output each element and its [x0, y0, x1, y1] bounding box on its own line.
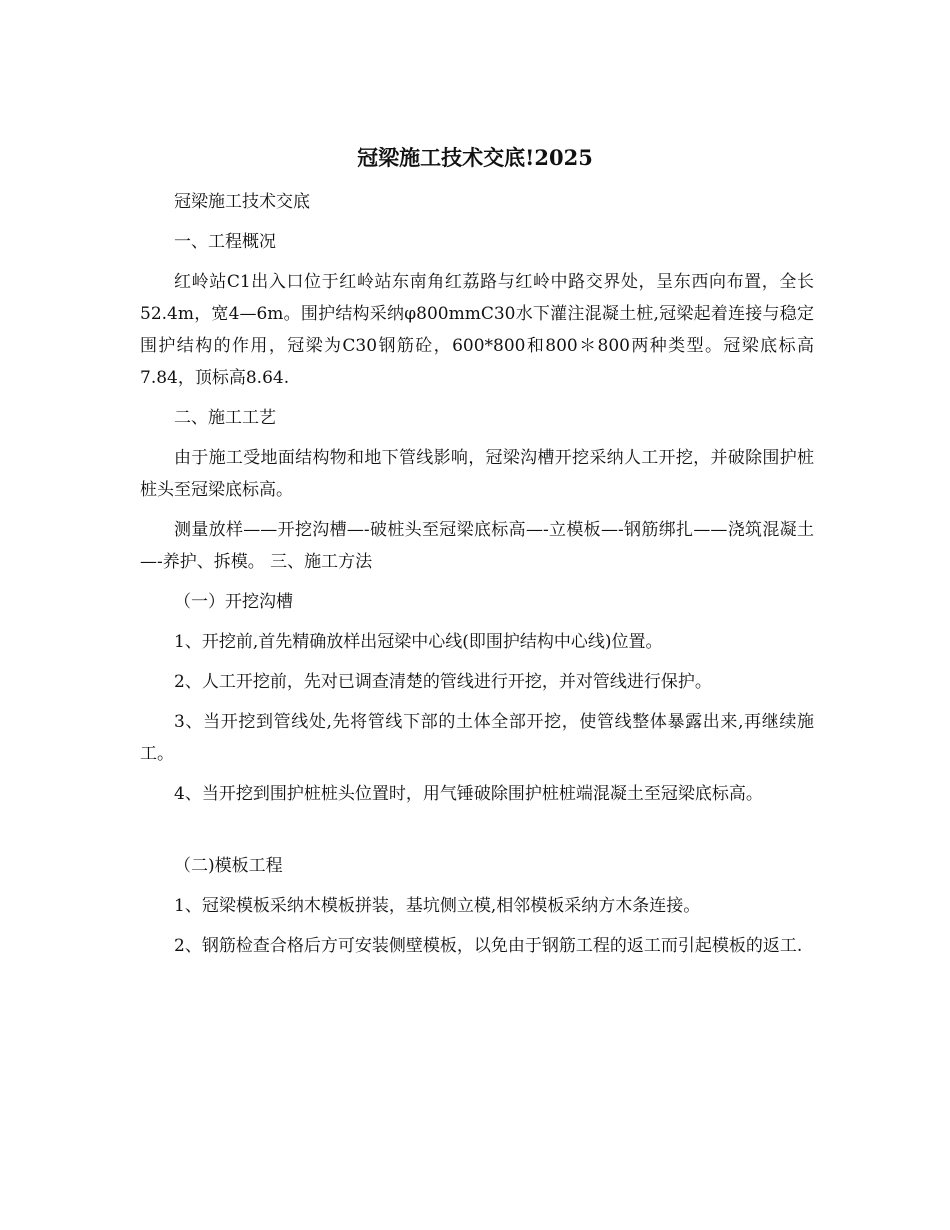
document-title: 冠梁施工技术交底!2025: [357, 145, 593, 170]
paragraph-project-overview: 红岭站C1出入口位于红岭站东南角红荔路与红岭中路交界处，呈东西向布置，全长52.4m，宽4—6m。围护结构采纳φ800mmC30水下灌注混凝土桩,冠梁起着连接与稳定围护结构的作用，冠梁为C30钢筋砼，600*800和800＊800两种类型。冠梁底标高7.84，顶标高8.64.: [140, 272, 814, 388]
paragraph-subtitle: 冠梁施工技术交底: [174, 192, 310, 212]
document-body: [140, 186, 814, 970]
list-item: 1、开挖前,首先精确放样出冠梁中心线(即围护结构中心线)位置。: [174, 632, 663, 652]
list-item: 1、冠梁模板采纳木模板拼装，基坑侧立模,相邻模板采纳方木条连接。: [174, 896, 701, 916]
list-item: 4、当开挖到围护桩桩头位置时，用气锤破除围护桩桩端混凝土至冠梁底标高。: [174, 784, 763, 804]
list-item: 2、钢筋检查合格后方可安装侧壁模板，以免由于钢筋工程的返工而引起模板的返工.: [174, 936, 803, 956]
heading-trench-excavation: （一）开挖沟槽: [174, 592, 293, 612]
paragraph-construction-process: 由于施工受地面结构物和地下管线影响，冠梁沟槽开挖采纳人工开挖，并破除围护桩桩头至冠梁底标高。: [140, 448, 814, 500]
list-item: 2、人工开挖前，先对已调查清楚的管线进行开挖，并对管线进行保护。: [174, 672, 712, 692]
list-item: 3、当开挖到管线处,先将管线下部的土体全部开挖，使管线整体暴露出来,再继续施工。: [140, 712, 814, 764]
heading-project-overview: 一、工程概况: [174, 232, 276, 252]
heading-formwork: （二)模板工程: [174, 856, 283, 876]
paragraph-process-flow: 测量放样——开挖沟槽—-破桩头至冠梁底标高—-立模板—-钢筋绑扎——浇筑混凝土—-养护、拆模。 三、施工方法: [140, 520, 814, 572]
heading-construction-process: 二、施工工艺: [174, 408, 276, 428]
